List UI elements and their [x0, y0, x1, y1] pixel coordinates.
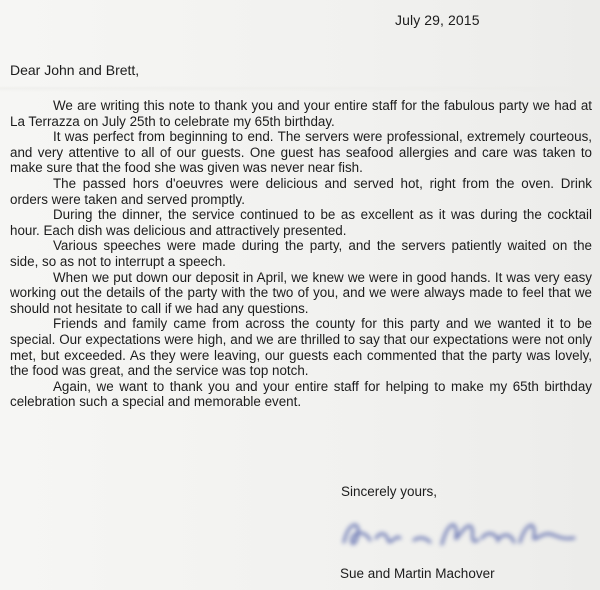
paragraph-hors-doeuvres: The passed hors d'oeuvres were delicious and served hot, right from the oven. Drink orders were taken and served promptly. — [10, 175, 592, 207]
salutation: Dear John and Brett, — [10, 62, 140, 78]
letter-body — [10, 98, 592, 410]
paragraph-expectations: Friends and family came from across the county for this party and we wanted it to be special. Our expectations were high, and we are thrilled to say that our expectations were not only met, but exceeded. As they were leaving, our guests each commented that the party was lovely, the food was great, and the service was top notch. — [10, 316, 592, 379]
signer-name: Sue and Martin Machover — [340, 566, 495, 581]
paragraph-dinner: During the dinner, the service continued to be as excellent as it was during the cocktail hour. Each dish was delicious and attractively presented. — [10, 207, 592, 238]
letter-date: July 29, 2015 — [395, 12, 480, 28]
paragraph-speeches: Various speeches were made during the party, and the servers patiently waited on the side, so as not to interrupt a speech. — [10, 238, 592, 269]
closing: Sincerely yours, — [341, 484, 438, 499]
paragraph-deposit: When we put down our deposit in April, we knew we were in good hands. It was very easy working out the details of the party with the two of you, and we were always made to feel that we should not hesitate to call if we had any questions. — [10, 269, 592, 316]
paragraph-thanks: We are writing this note to thank you and your entire staff for the fabulous party we had at La Terrazza on July 25th to celebrate my 65th birthday. — [10, 98, 592, 129]
paragraph-service: It was perfect from beginning to end. The servers were professional, extremely courteous, and very attentive to all of our guests. One guest has seafood allergies and care was taken to make sure that the food she was given was never near fish. — [10, 129, 592, 176]
handwritten-signature — [330, 512, 592, 556]
paragraph-closing-thanks: Again, we want to thank you and your entire staff for helping to make my 65th birthday celebration such a special and memorable event. — [10, 378, 592, 410]
